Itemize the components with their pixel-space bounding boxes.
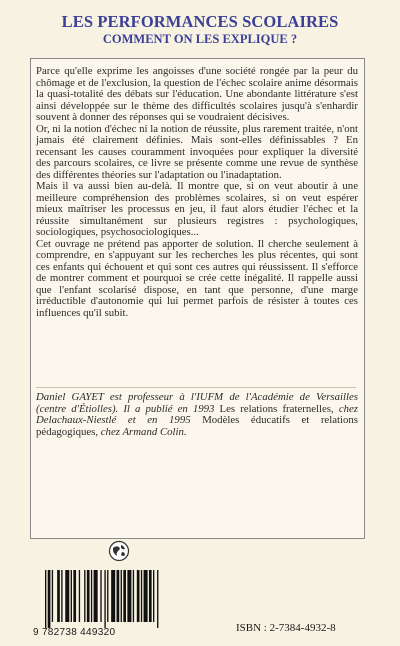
author-bio-text-1: Daniel GAYET est professeur à l'IUFM de l'Académie de Versailles (centre d'Étiolles). Il a publié en 1993 [36,391,358,415]
page-title: LES PERFORMANCES SCOLAIRES [61,12,339,31]
divider [36,387,356,388]
publisher-globe-logo [108,540,130,562]
author-bio [36,392,358,438]
paragraph-2: Or, ni la notion d'échec ni la notion de réussite, plus rarement traitée, n'ont jamais été clairement définies. Mais sont-elles définissables ? En recensant les causes couramment invoquées pour expliquer la diversité des parcours scolaires, ce livre se présente comme une revue de synthèse des différentes théories sur l'adaptation ou l'inadaptation. [36,122,358,181]
book-title-1: Les relations fraternelles, [214,402,339,415]
isbn: ISBN : 2-7384-4932-8 [236,622,336,634]
book-title-2: Modèles éducatifs et relations pédagogiques, [36,414,358,438]
paragraph-3: Mais il va aussi bien au-delà. Il montre que, si on veut aboutir à une meilleure compréhension des problèmes scolaires, si on veut espérer mieux maîtriser les processus en jeu, il faut alors étudier l'échec et la réussite simultanément sur plusieurs registres : psychologiques, sociologiques, psychosociologiques... [36,180,358,238]
author-bio-text-3: chez Armand Colin. [100,425,187,438]
author-bio-text-2: chez Delachaux-Niestlé et en 1995 [36,402,358,426]
barcode-number: 9 782738 449320 [33,627,116,638]
page-subtitle: COMMENT ON LES EXPLIQUE ? [102,32,298,46]
barcode [33,566,213,636]
blurb [36,66,358,319]
paragraph-1: Parce qu'elle exprime les angoisses d'une société rongée par la peur du chômage et de l'exclusion, la question de l'échec scolaire anime désormais la quasi-totalité des débats sur l'éducation. Une abondante littérature s'est ainsi développée sur le thème des difficultés scolaires jusqu'à s'enhardir souvent à donner des réponses qui se voudraient décisives. [36,65,358,123]
paragraph-4: Cet ouvrage ne prétend pas apporter de solution. Il cherche seulement à comprendre, en s'appuyant sur les recherches les plus récentes, qui sont ces enfants qui échouent et qui sont ces autres qui réussissent. Il s'efforce de montrer comment et pourquoi se crée cette inégalité. Il rappelle aussi que l'enfant scolarisé dispose, en tant que personne, d'une marge irréductible d'autonomie qui lui permet parfois de résister à toutes ces influences qu'il subit. [36,237,358,319]
